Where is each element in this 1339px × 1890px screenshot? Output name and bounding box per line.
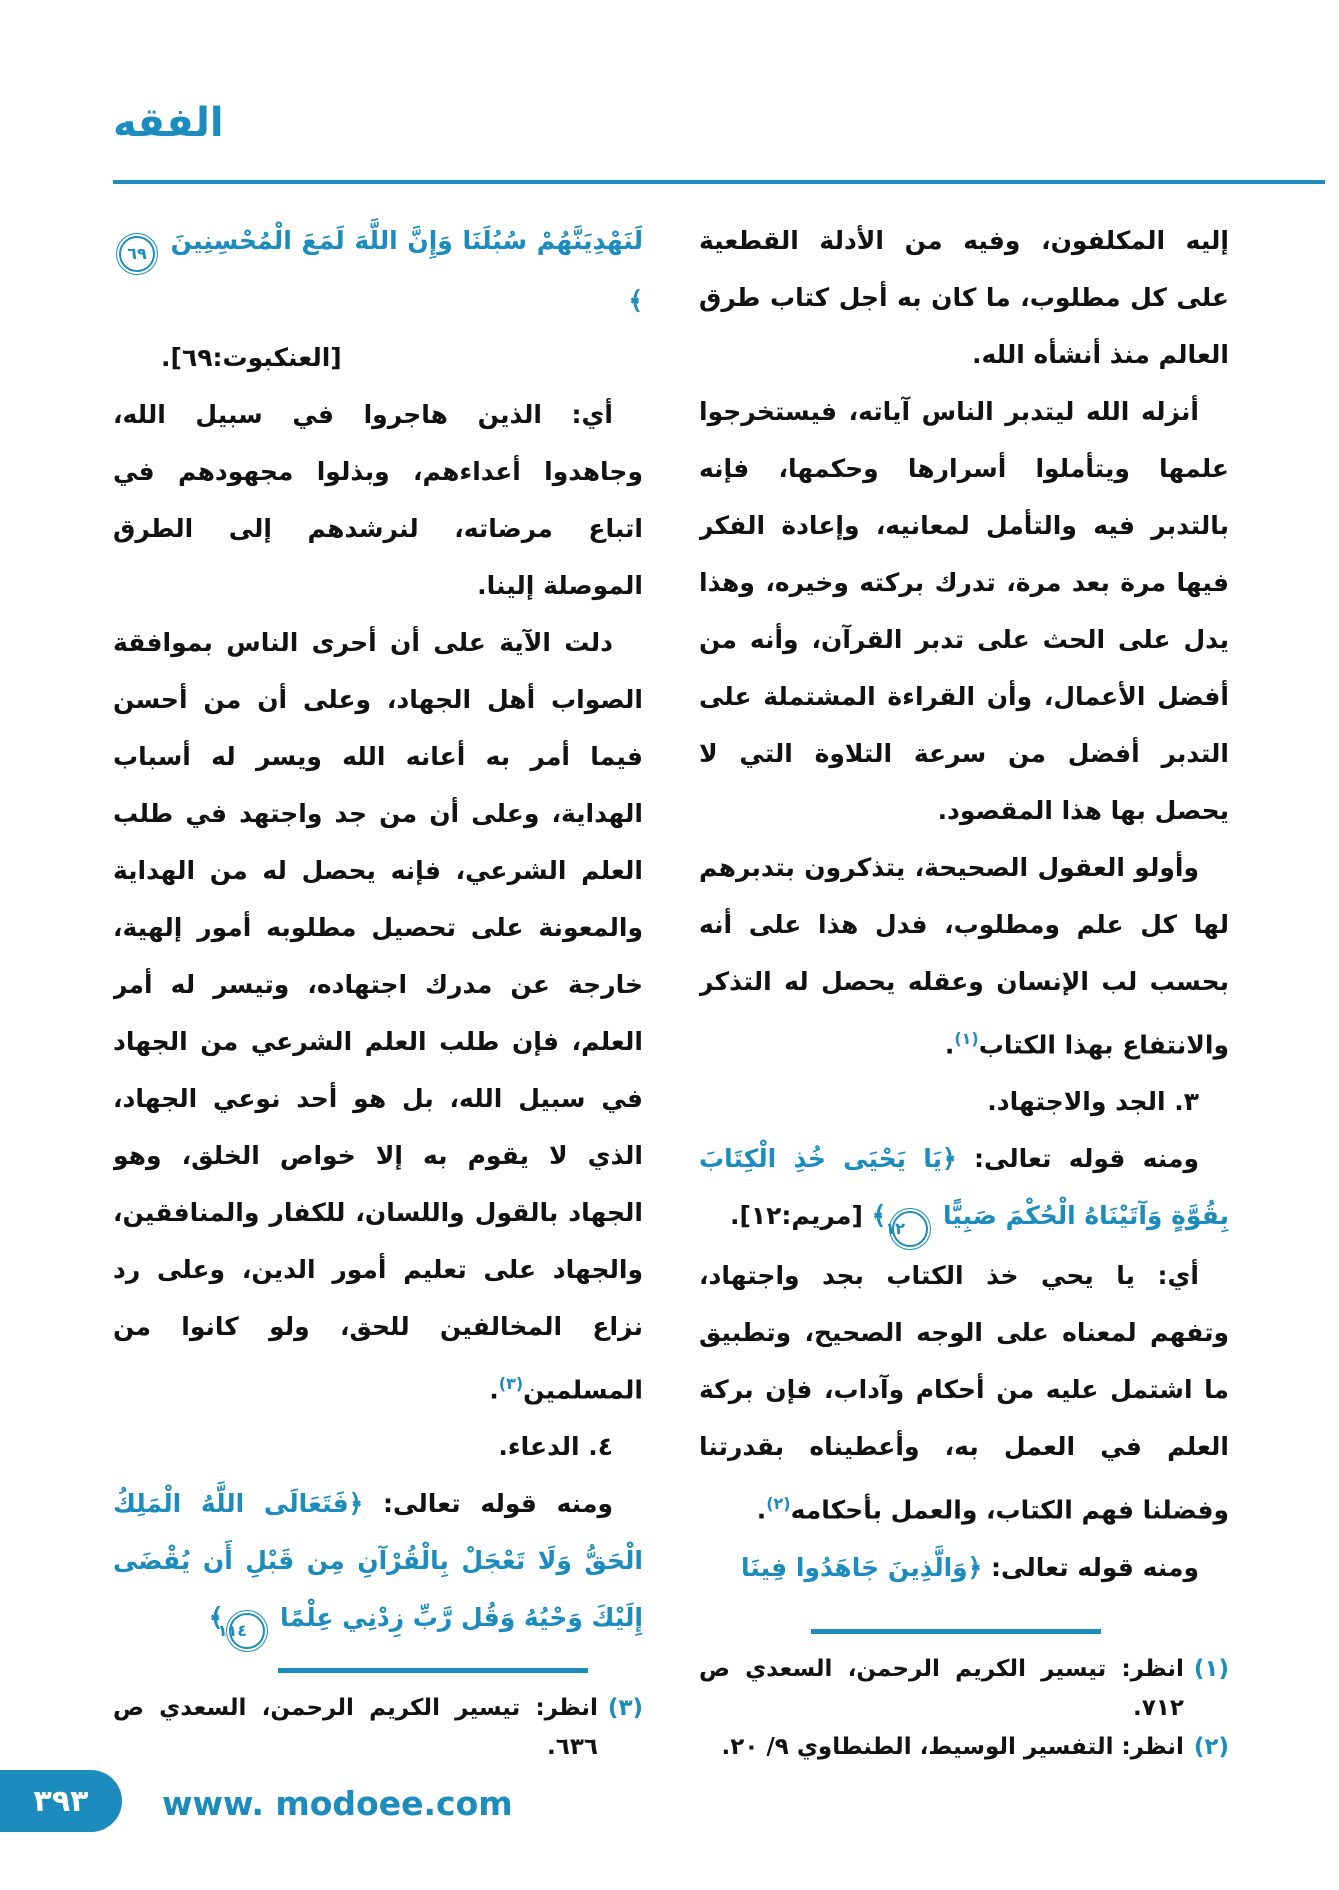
quran-verse: ﴿وَالَّذِينَ جَاهَدُوا فِينَا (741, 1552, 983, 1582)
section-heading (699, 1073, 1229, 1130)
verse-intro: ومنه قوله تعالى: (956, 1144, 1200, 1174)
sentence-end: . (944, 1030, 955, 1060)
footnote-marker: (٢) (766, 1494, 791, 1514)
paragraph (699, 1247, 1229, 1538)
paragraph (699, 212, 1229, 383)
page-number-badge: ٣٩٣ (0, 1770, 122, 1832)
footnote (699, 1650, 1229, 1728)
left-column-body (113, 212, 643, 1660)
left-column (113, 212, 643, 1767)
quran-verse: ﴿فَتَعَالَى اللَّهُ الْمَلِكُ الْحَقُّ وَلَا تَعْجَلْ بِالْقُرْآنِ مِن قَبْلِ أَن يُقْضَى إِلَيْكَ وَحْيُهُ وَقُل رَّبِّ زِدْنِي عِلْمًا (113, 1489, 643, 1633)
footnote-number: (١) (1193, 1656, 1229, 1682)
two-column-text (113, 212, 1229, 1767)
verse-paragraph (699, 1130, 1229, 1247)
verse-reference (113, 1649, 643, 1660)
footnote-divider (811, 1629, 1101, 1634)
heading-text: ٤. الدعاء. (498, 1432, 613, 1462)
footnote-text: انظر: التفسير الوسيط، الطنطاوي ٩/ ٢٠. (721, 1734, 1184, 1760)
paragraph-text: وأولو العقول الصحيحة، يتذكرون بتدبرهم لها كل علم ومطلوب، فدل هذا على أنه بحسب لب الإنسان وعقله يحصل له التذكر والانتفاع بهذا الكتاب (699, 853, 1229, 1060)
footnote-marker: (١) (954, 1029, 979, 1048)
paragraph (113, 614, 643, 1418)
footnote-text: انظر: تيسير الكريم الرحمن، السعدي ص ٧١٢. (699, 1656, 1184, 1721)
paragraph-text: أي: الذين هاجروا في سبيل الله، وجاهدوا أعداءهم، وبذلوا مجهودهم في اتباع مرضاته، لنرشدهم إلى الطرق الموصلة إلينا. (113, 400, 643, 600)
paragraph-text: أنزله الله ليتدبر الناس آياته، فيستخرجوا علمها ويتأملوا أسرارها وحكمها، فإنه بالتدبر فيه والتأمل لمعانيه، وإعادة الفكر فيها مرة بعد مرة، تدرك بركته وخيره، وهذا يدل على الحث على تدبر القرآن، وأنه من أفضل الأعمال، وأن القراءة المشتملة على التدبر أفضل من سرعة التلاوة التي لا يحصل بها هذا المقصود. (699, 397, 1229, 825)
ayah-number-medallion: ١٢ (892, 1211, 928, 1247)
verse-intro: ومنه قوله تعالى: (982, 1552, 1199, 1582)
paragraph-text: إليه المكلفون، وفيه من الأدلة القطعية على كل مطلوب، ما كان به أجل كتاب طرق العالم منذ أنشأه الله. (699, 226, 1229, 369)
footnotes-section (699, 1621, 1229, 1767)
header-divider (113, 180, 1325, 184)
heading-text: ٣. الجد والاجتهاد. (987, 1087, 1199, 1117)
footnote-marker: (٣) (498, 1374, 524, 1393)
footnote-number: (٢) (1193, 1734, 1229, 1760)
footnote-text: انظر: تيسير الكريم الرحمن، السعدي ص ٦٣٦. (113, 1695, 598, 1760)
verse-close-ornament: ﴾ (208, 1603, 224, 1633)
paragraph-text: دلت الآية على أن أحرى الناس بموافقة الصواب أهل الجهاد، وعلى أن من أحسن فيما أمر به أعانه الله ويسر له أسباب الهداية، وعلى أن من جد واجتهد في طلب العلم الشرعي، فإنه يحصل له من الهداية والمعونة على تحصيل مطلوبه أمور إلهية، خارجة عن مدرك اجتهاده، وتيسر له أمر العلم، فإن طلب العلم الشرعي من الجهاد في سبيل الله، بل هو أحد نوعي الجهاد، الذي لا يقوم به إلا خواص الخلق، وهو الجهاد بالقول واللسان، للكفار والمنافقين، والجهاد على تعليم أمور الدين، وعلى رد نزاع المخالفين للحق، ولو كانوا من المسلمين (113, 628, 643, 1405)
footnote (699, 1728, 1229, 1767)
verse-paragraph (113, 212, 643, 329)
ayah-number-medallion: ٦٩ (119, 236, 155, 272)
section-heading (113, 1418, 643, 1475)
quran-verse: ﴿يَا يَحْيَى خُذِ الْكِتَابَ بِقُوَّةٍ وَآتَيْنَاهُ الْحُكْمَ صَبِيًّا (699, 1144, 1229, 1231)
right-column-body (699, 212, 1229, 1621)
footnote (113, 1689, 643, 1767)
sentence-end: . (489, 1375, 499, 1405)
verse-close-ornament: ﴾ (871, 1201, 887, 1231)
paragraph (699, 383, 1229, 839)
page-title: الفقه (113, 100, 224, 146)
verse-close-ornament: ﴾ (628, 286, 643, 315)
right-column (699, 212, 1229, 1767)
verse-paragraph (113, 1475, 643, 1649)
ayah-number-medallion: ١١٤ (229, 1613, 265, 1649)
verse-reference: [العنكبوت:٦٩]. (161, 343, 342, 372)
paragraph (113, 386, 643, 614)
verse-reference: [مريم:١٢]. (729, 1201, 872, 1231)
verse-intro: ومنه قوله تعالى: (363, 1489, 613, 1519)
footnote-divider (278, 1668, 588, 1673)
sentence-end: . (756, 1495, 767, 1525)
quran-verse: لَنَهْدِيَنَّهُمْ سُبُلَنَا وَإِنَّ اللَّهَ لَمَعَ الْمُحْسِنِينَ (161, 226, 643, 255)
verse-paragraph (699, 1539, 1229, 1596)
paragraph-text: أي: يا يحي خذ الكتاب بجد واجتهاد، وتفهم لمعناه على الوجه الصحيح، وتطبيق ما اشتمل عليه من أحكام وآداب، فإن بركة العلم في العمل به، وأعطيناه بقدرتنا وفضلنا فهم الكتاب، والعمل بأحكامه (699, 1261, 1229, 1525)
footnote-number: (٣) (607, 1695, 643, 1721)
paragraph (699, 839, 1229, 1073)
website-link[interactable]: www. modoee.com (162, 1784, 513, 1823)
footnotes-section (113, 1660, 643, 1767)
